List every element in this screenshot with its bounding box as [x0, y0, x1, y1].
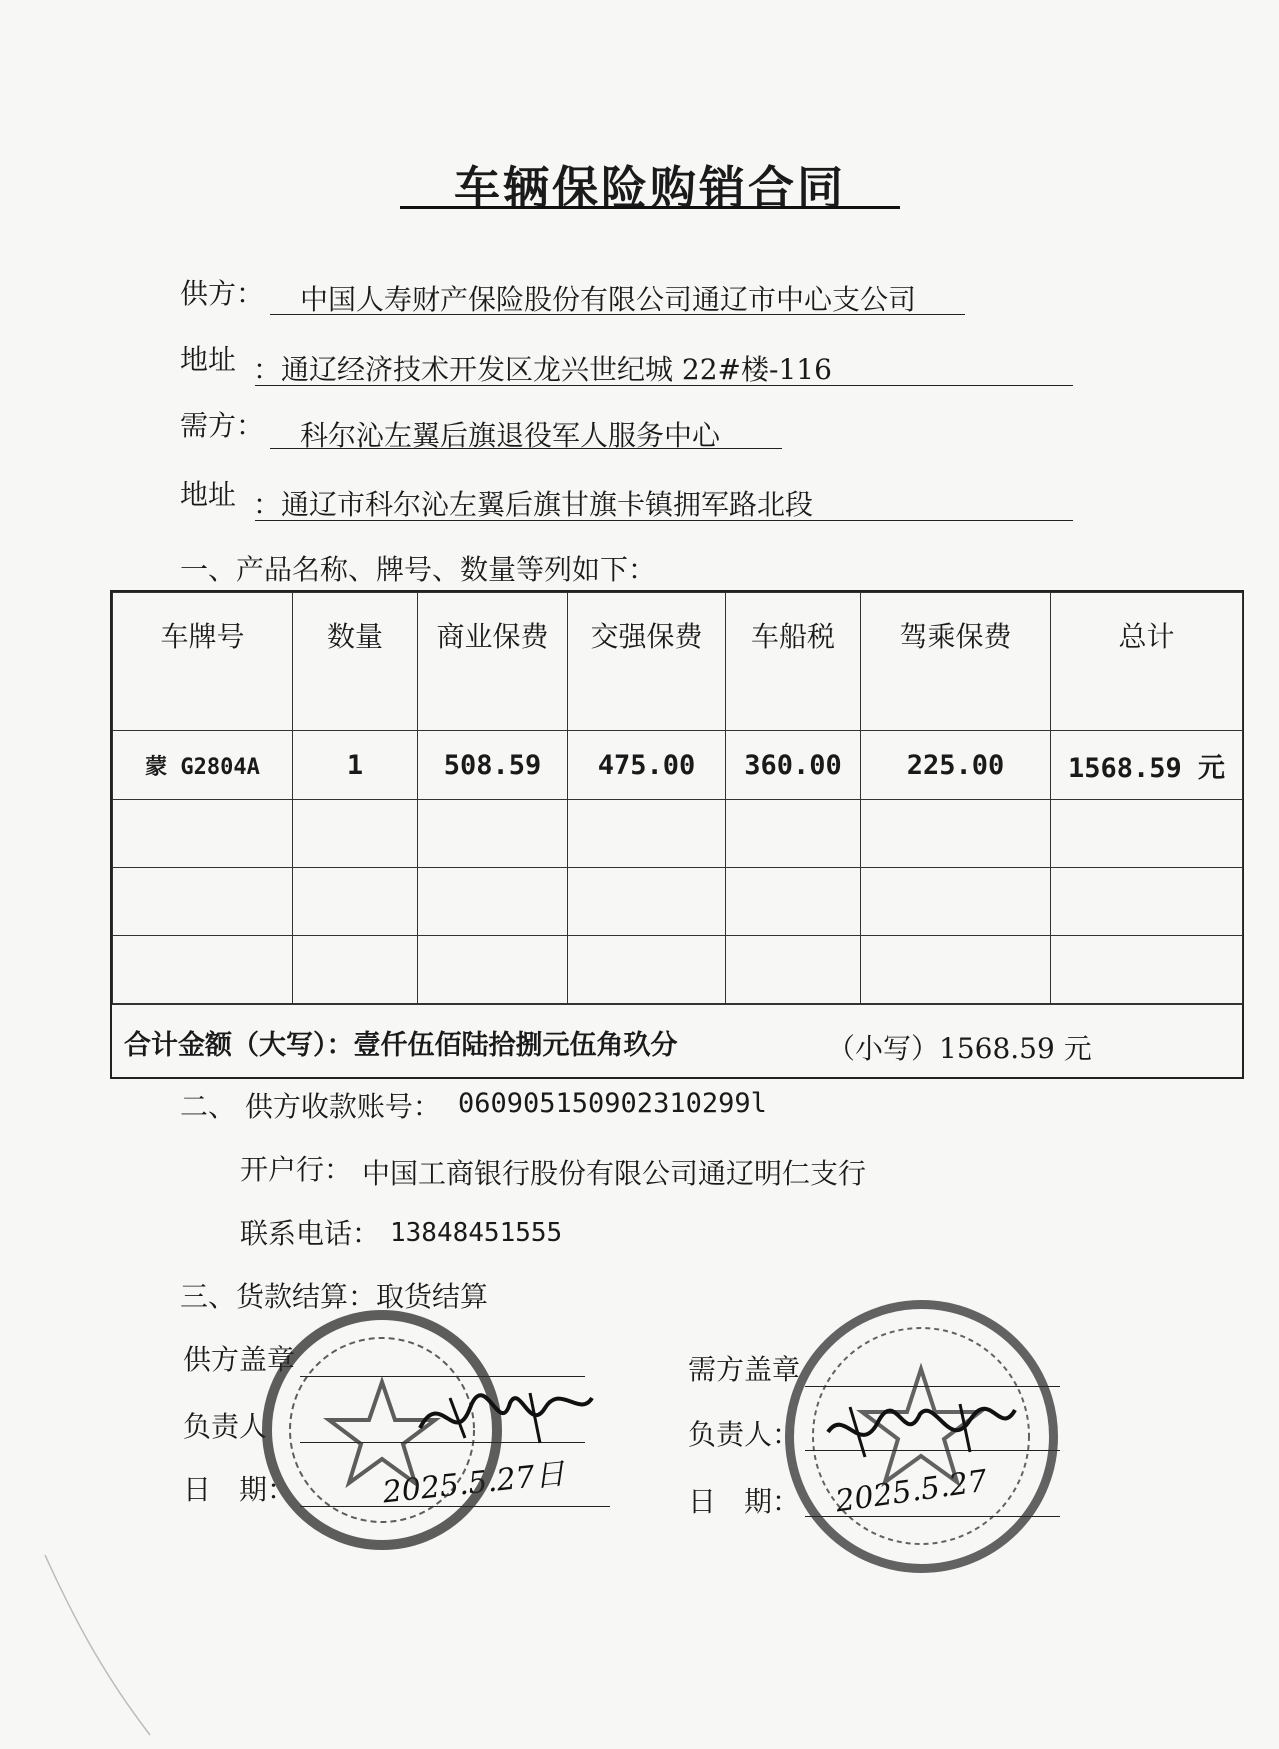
cell-compulsory-premium: 475.00 [568, 731, 726, 800]
phone-number: 13848451555 [390, 1218, 563, 1248]
buyer-name: 科尔沁左翼后旗退役军人服务中心 [300, 419, 721, 452]
phone-label: 联系电话： [240, 1217, 381, 1250]
table-header-row [113, 593, 1243, 731]
bank-label: 开户行： [240, 1153, 353, 1186]
section1-heading: 一、产品名称、牌号、数量等列如下： [180, 553, 657, 586]
cell-quantity: 1 [293, 731, 418, 800]
buyer-underline [270, 448, 782, 449]
header-total: 总计 [1051, 593, 1243, 731]
supplier-signature [410, 1378, 600, 1458]
title-underline [400, 206, 900, 209]
section3-heading: 三、货款结算：取货结算 [180, 1280, 489, 1313]
scan-artifact [40, 1550, 160, 1740]
buyer-address-underline [255, 520, 1073, 521]
account-number: 060905150902310299l [458, 1088, 767, 1119]
total-amount-numeric: （小写）1568.59 元 [827, 1032, 1092, 1065]
buyer-signature [820, 1392, 1020, 1472]
header-passenger-premium: 驾乘保费 [861, 593, 1051, 731]
header-commercial-premium: 商业保费 [418, 593, 568, 731]
product-table [110, 590, 1244, 1079]
cell-commercial-premium: 508.59 [418, 731, 568, 800]
supplier-address: ：通辽经济技术开发区龙兴世纪城 22#楼-116 [253, 353, 832, 386]
buyer-date-label: 日 期： [688, 1485, 801, 1518]
supplier-person-label: 负责人 [183, 1410, 268, 1443]
buyer-label: 需方： [180, 409, 265, 442]
buyer-seal-label: 需方盖章 [688, 1353, 801, 1386]
supplier-name: 中国人寿财产保险股份有限公司通辽市中心支公司 [300, 283, 917, 316]
supplier-date-label: 日 期： [183, 1473, 296, 1506]
supplier-address-label: 地址 [180, 343, 237, 376]
table-row-empty [113, 936, 1243, 1004]
header-vehicle-tax: 车船税 [726, 593, 861, 731]
cell-total: 1568.59 元 [1051, 731, 1243, 800]
document-title: 车辆保险购销合同 [454, 161, 846, 215]
section2-label: 二、 供方收款账号： [180, 1090, 441, 1123]
buyer-date-handwritten: 2025.5.27 [833, 1463, 990, 1520]
total-amount-row [112, 1004, 1242, 1077]
header-plate: 车牌号 [113, 593, 293, 731]
cell-plate: 蒙 G2804A [113, 731, 293, 800]
cell-passenger-premium: 225.00 [861, 731, 1051, 800]
table-row [113, 731, 1243, 800]
buyer-address: ：通辽市科尔沁左翼后旗甘旗卡镇拥军路北段 [253, 488, 814, 521]
cell-vehicle-tax: 360.00 [726, 731, 861, 800]
header-compulsory-premium: 交强保费 [568, 593, 726, 731]
buyer-person-label: 负责人： [688, 1418, 801, 1451]
bank-name: 中国工商银行股份有限公司通辽明仁支行 [362, 1157, 867, 1190]
total-amount-uppercase: 合计金额（大写）：壹仟伍佰陆拾捌元伍角玖分 [124, 1030, 678, 1061]
header-quantity: 数量 [293, 593, 418, 731]
buyer-address-label: 地址 [180, 478, 237, 511]
supplier-date-handwritten: 2025.5.27日 [381, 1456, 567, 1511]
table-row-empty [113, 868, 1243, 936]
table-row-empty [113, 800, 1243, 868]
supplier-label: 供方： [180, 277, 265, 310]
supplier-seal-label: 供方盖章 [183, 1343, 296, 1376]
supplier-address-underline [255, 385, 1073, 386]
supplier-underline [270, 314, 965, 315]
